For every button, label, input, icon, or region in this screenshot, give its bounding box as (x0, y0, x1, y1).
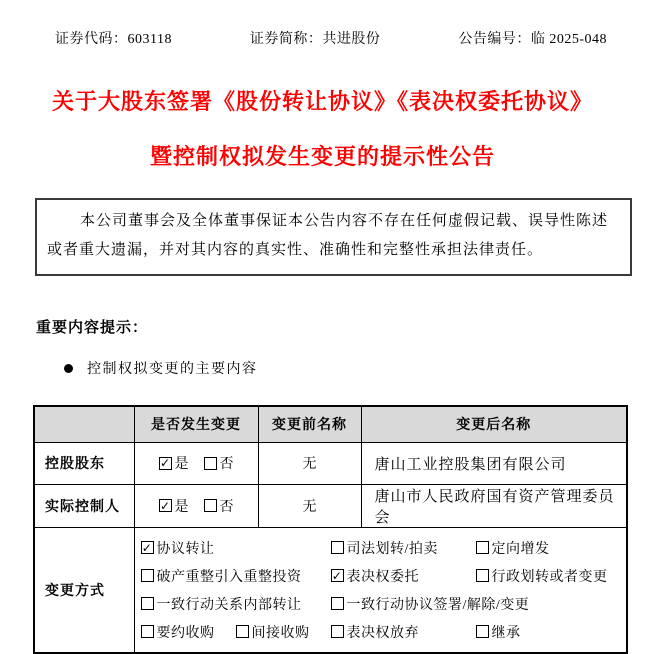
option-label: 司法划转/拍卖 (346, 541, 438, 557)
option-label: 一致行动关系内部转让 (156, 597, 302, 613)
checkbox-checked-icon (159, 457, 172, 470)
announcement-number: 公告编号：临 2025-048 (458, 32, 607, 47)
checkbox-judicial-transfer-auction (331, 534, 476, 562)
disclaimer-text: 本公司董事会及全体董事保证本公告内容不存在任何虚假记载、误导性陈述或者重大遗漏，并对其内容的真实性、准确性和完整性承担法律责任。 (47, 213, 609, 258)
cell-controlling-shareholder-changed (134, 442, 258, 484)
option-label: 破产重整引入重整投资 (156, 569, 302, 585)
table-row-change-method (34, 527, 627, 653)
checkbox-no (204, 496, 234, 516)
important-note-heading: 重要内容提示： (36, 320, 149, 336)
option-label: 表决权委托 (346, 569, 419, 585)
checkbox-indirect-acquisition (236, 618, 331, 646)
checkbox-yes (159, 496, 189, 516)
header-cell-after-name: 变更后名称 (361, 406, 627, 442)
option-label: 要约收购 (156, 625, 215, 641)
control-change-table (33, 405, 628, 654)
checkbox-unchecked-icon (204, 499, 217, 512)
header-cell-changed: 是否发生变更 (134, 406, 258, 442)
checkbox-tender-offer (141, 618, 236, 646)
checkbox-no (204, 453, 234, 473)
cell-actual-controller-changed (134, 484, 258, 527)
checkbox-unchecked-icon (476, 569, 489, 582)
checkbox-unchecked-icon (331, 597, 344, 610)
checkbox-no-label: 否 (219, 457, 234, 472)
cell-actual-controller-before: 无 (258, 484, 361, 527)
header-cell-before-name: 变更前名称 (258, 406, 361, 442)
checkbox-yes-label: 是 (174, 499, 189, 515)
checkbox-unchecked-icon (141, 569, 154, 582)
announcement-title (0, 90, 645, 168)
option-label: 间接收购 (251, 625, 310, 641)
checkbox-checked-icon (331, 569, 344, 582)
checkbox-checked-icon (141, 541, 154, 554)
doc-header (0, 0, 645, 48)
table-row-actual-controller (34, 484, 627, 527)
checkbox-unchecked-icon (204, 457, 217, 470)
bullet-icon (64, 364, 73, 373)
title-line-1: 关于大股东签署《股份转让协议》《表决权委托协议》 (51, 89, 593, 114)
checkbox-unchecked-icon (331, 625, 344, 638)
bullet-item (64, 358, 645, 378)
checkbox-concert-agreement-sign-release-change (331, 590, 627, 618)
stock-code: 证券代码：603118 (55, 32, 172, 47)
checkbox-no-label: 否 (219, 499, 234, 515)
cell-controlling-shareholder-after: 唐山工业控股集团有限公司 (361, 442, 627, 484)
checkbox-unchecked-icon (476, 541, 489, 554)
checkbox-private-placement (476, 534, 627, 562)
checkbox-checked-icon (159, 499, 172, 512)
bullet-item-text: 控制权拟变更的主要内容 (87, 362, 258, 377)
checkbox-agreement-transfer (141, 534, 331, 562)
row-label-change-method: 变更方式 (34, 527, 134, 653)
option-label: 定向增发 (491, 541, 550, 557)
checkbox-administrative-transfer-or-change (476, 562, 627, 590)
option-label: 协议转让 (156, 541, 215, 557)
option-label: 表决权放弃 (346, 625, 419, 641)
checkbox-yes (159, 453, 189, 473)
table-row-controlling-shareholder (34, 442, 627, 484)
row-label-controlling-shareholder: 控股股东 (34, 442, 134, 484)
option-label: 一致行动协议签署/解除/变更 (346, 597, 530, 613)
title-line-2: 暨控制权拟发生变更的提示性公告 (149, 144, 495, 169)
table-header-row (34, 406, 627, 442)
checkbox-unchecked-icon (141, 597, 154, 610)
checkbox-bankruptcy-restructuring-investment (141, 562, 331, 590)
checkbox-unchecked-icon (141, 625, 154, 638)
disclaimer-box (35, 198, 632, 276)
cell-change-methods (134, 527, 627, 653)
checkbox-voting-rights-waiver (331, 618, 476, 646)
checkbox-unchecked-icon (331, 541, 344, 554)
checkbox-unchecked-icon (476, 625, 489, 638)
cell-actual-controller-after: 唐山市人民政府国有资产管理委员会 (361, 484, 627, 527)
checkbox-voting-rights-entrustment (331, 562, 476, 590)
checkbox-concert-party-internal-transfer (141, 590, 331, 618)
row-label-actual-controller: 实际控制人 (34, 484, 134, 527)
checkbox-yes-label: 是 (174, 457, 189, 472)
change-method-options (141, 534, 627, 646)
header-cell-empty (34, 406, 134, 442)
option-label: 继承 (491, 625, 521, 641)
cell-controlling-shareholder-before: 无 (258, 442, 361, 484)
checkbox-unchecked-icon (236, 625, 249, 638)
option-label: 行政划转或者变更 (491, 569, 608, 585)
checkbox-inheritance (476, 618, 627, 646)
stock-short-name: 证券简称：共进股份 (249, 32, 381, 47)
